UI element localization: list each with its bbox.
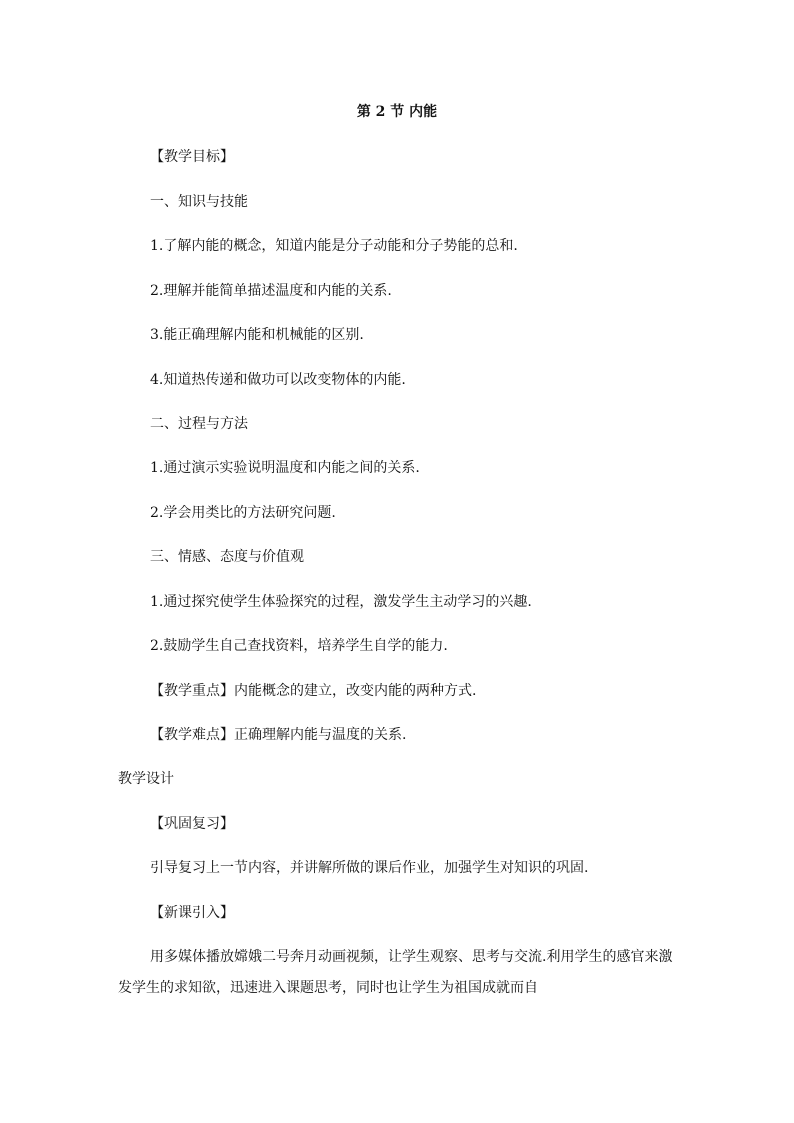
- process-item: 1.通过演示实验说明温度和内能之间的关系.: [150, 460, 420, 476]
- knowledge-item: 4.知道热传递和做功可以改变物体的内能.: [150, 372, 406, 388]
- intro-text: 用多媒体播放嫦娥二号奔月动画视频，让学生观察、思考与交流.利用学生的感官来激发学生的求知欲，迅速进入课题思考，同时也让学生为祖国成就而自: [118, 949, 673, 996]
- section-process-heading: 二、过程与方法: [150, 416, 248, 432]
- page-title: 第 2 节 内能: [356, 104, 438, 120]
- attitude-item: 1.通过探究使学生体验探究的过程，激发学生主动学习的兴趣.: [150, 594, 532, 610]
- section-attitude-heading: 三、情感、态度与价值观: [150, 549, 304, 565]
- process-item: 2.学会用类比的方法研究问题.: [150, 505, 336, 521]
- review-text: 引导复习上一节内容，并讲解所做的课后作业，加强学生对知识的巩固.: [150, 860, 589, 876]
- knowledge-item: 1.了解内能的概念，知道内能是分子动能和分子势能的总和.: [150, 238, 518, 254]
- difficulty-point: 【教学难点】正确理解内能与温度的关系.: [150, 727, 407, 743]
- knowledge-item: 2.理解并能简单描述温度和内能的关系.: [150, 283, 392, 299]
- objectives-heading: 【教学目标】: [150, 149, 234, 165]
- section-knowledge-heading: 一、知识与技能: [150, 194, 248, 210]
- review-heading: 【巩固复习】: [150, 816, 234, 832]
- knowledge-item: 3.能正确理解内能和机械能的区别.: [150, 327, 364, 343]
- design-heading: 教学设计: [118, 771, 174, 787]
- attitude-item: 2.鼓励学生自己查找资料，培养学生自学的能力.: [150, 638, 448, 654]
- intro-heading: 【新课引入】: [150, 905, 234, 921]
- key-point: 【教学重点】内能概念的建立，改变内能的两种方式.: [150, 683, 477, 699]
